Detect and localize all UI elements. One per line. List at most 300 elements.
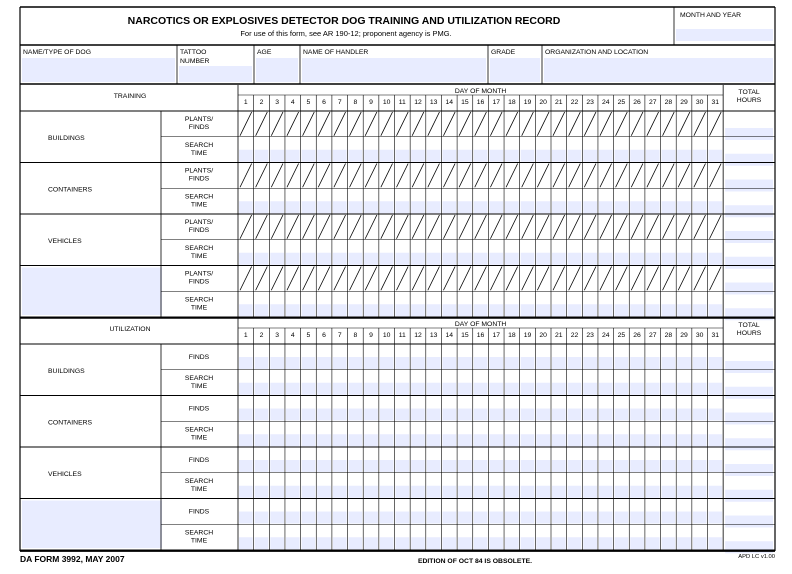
training-day-entry-field[interactable]: [646, 304, 660, 316]
training-day-entry-field[interactable]: [599, 253, 613, 265]
utilization-day-entry-field[interactable]: [662, 434, 676, 446]
utilization-day-entry-field[interactable]: [474, 486, 488, 498]
training-day-entry-field[interactable]: [693, 150, 707, 162]
training-day-entry-field[interactable]: [693, 201, 707, 213]
utilization-day-entry-field[interactable]: [568, 537, 582, 549]
training-day-entry-field[interactable]: [302, 253, 316, 265]
utilization-day-entry-field[interactable]: [489, 357, 503, 369]
utilization-day-entry-field[interactable]: [677, 537, 691, 549]
utilization-day-entry-field[interactable]: [646, 486, 660, 498]
training-day-entry-field[interactable]: [396, 201, 410, 213]
utilization-day-entry-field[interactable]: [536, 434, 550, 446]
utilization-day-entry-field[interactable]: [458, 357, 472, 369]
utilization-day-entry-field[interactable]: [677, 512, 691, 524]
utilization-day-entry-field[interactable]: [662, 409, 676, 421]
training-day-entry-field[interactable]: [630, 201, 644, 213]
utilization-day-entry-field[interactable]: [349, 409, 363, 421]
utilization-day-entry-field[interactable]: [505, 537, 519, 549]
utilization-day-entry-field[interactable]: [615, 409, 629, 421]
training-day-entry-field[interactable]: [709, 253, 723, 265]
utilization-total-hours-field[interactable]: [725, 464, 773, 476]
utilization-day-entry-field[interactable]: [270, 409, 284, 421]
utilization-day-entry-field[interactable]: [286, 512, 300, 524]
training-day-entry-field[interactable]: [442, 304, 456, 316]
utilization-day-entry-field[interactable]: [364, 383, 378, 395]
utilization-day-entry-field[interactable]: [302, 357, 316, 369]
training-total-hours-field[interactable]: [725, 283, 773, 295]
utilization-day-entry-field[interactable]: [286, 537, 300, 549]
utilization-day-entry-field[interactable]: [411, 512, 425, 524]
utilization-day-entry-field[interactable]: [411, 460, 425, 472]
training-day-entry-field[interactable]: [521, 253, 535, 265]
utilization-day-entry-field[interactable]: [270, 537, 284, 549]
training-day-entry-field[interactable]: [489, 304, 503, 316]
utilization-day-entry-field[interactable]: [317, 460, 331, 472]
utilization-day-entry-field[interactable]: [536, 460, 550, 472]
utilization-day-entry-field[interactable]: [709, 357, 723, 369]
utilization-day-entry-field[interactable]: [239, 409, 253, 421]
training-day-entry-field[interactable]: [583, 304, 597, 316]
training-day-entry-field[interactable]: [662, 150, 676, 162]
utilization-day-entry-field[interactable]: [270, 383, 284, 395]
training-day-entry-field[interactable]: [568, 150, 582, 162]
utilization-day-entry-field[interactable]: [599, 409, 613, 421]
utilization-day-entry-field[interactable]: [239, 486, 253, 498]
utilization-day-entry-field[interactable]: [615, 486, 629, 498]
training-day-entry-field[interactable]: [255, 304, 269, 316]
utilization-day-entry-field[interactable]: [349, 357, 363, 369]
training-day-entry-field[interactable]: [630, 150, 644, 162]
training-category-other-field[interactable]: [22, 268, 162, 316]
utilization-day-entry-field[interactable]: [317, 409, 331, 421]
utilization-day-entry-field[interactable]: [474, 434, 488, 446]
utilization-day-entry-field[interactable]: [521, 460, 535, 472]
training-day-entry-field[interactable]: [630, 304, 644, 316]
utilization-day-entry-field[interactable]: [662, 537, 676, 549]
utilization-day-entry-field[interactable]: [396, 383, 410, 395]
utilization-day-entry-field[interactable]: [349, 383, 363, 395]
training-day-entry-field[interactable]: [677, 150, 691, 162]
utilization-day-entry-field[interactable]: [474, 409, 488, 421]
utilization-day-entry-field[interactable]: [349, 486, 363, 498]
utilization-day-entry-field[interactable]: [302, 383, 316, 395]
utilization-day-entry-field[interactable]: [270, 486, 284, 498]
utilization-day-entry-field[interactable]: [693, 357, 707, 369]
training-day-entry-field[interactable]: [521, 201, 535, 213]
utilization-day-entry-field[interactable]: [270, 512, 284, 524]
utilization-day-entry-field[interactable]: [568, 486, 582, 498]
utilization-day-entry-field[interactable]: [583, 383, 597, 395]
utilization-day-entry-field[interactable]: [568, 409, 582, 421]
organization-field[interactable]: [544, 58, 773, 82]
utilization-day-entry-field[interactable]: [521, 409, 535, 421]
utilization-day-entry-field[interactable]: [505, 409, 519, 421]
utilization-day-entry-field[interactable]: [583, 486, 597, 498]
training-day-entry-field[interactable]: [474, 201, 488, 213]
utilization-day-entry-field[interactable]: [302, 434, 316, 446]
training-day-entry-field[interactable]: [427, 201, 441, 213]
utilization-day-entry-field[interactable]: [693, 409, 707, 421]
training-day-entry-field[interactable]: [364, 201, 378, 213]
training-total-hours-field[interactable]: [725, 205, 773, 217]
training-day-entry-field[interactable]: [536, 201, 550, 213]
utilization-day-entry-field[interactable]: [302, 537, 316, 549]
utilization-day-entry-field[interactable]: [442, 357, 456, 369]
utilization-day-entry-field[interactable]: [630, 537, 644, 549]
utilization-day-entry-field[interactable]: [677, 383, 691, 395]
training-day-entry-field[interactable]: [662, 201, 676, 213]
utilization-total-hours-field[interactable]: [725, 387, 773, 399]
utilization-day-entry-field[interactable]: [709, 537, 723, 549]
training-day-entry-field[interactable]: [662, 253, 676, 265]
training-day-entry-field[interactable]: [317, 150, 331, 162]
utilization-day-entry-field[interactable]: [709, 512, 723, 524]
utilization-day-entry-field[interactable]: [302, 486, 316, 498]
utilization-day-entry-field[interactable]: [380, 486, 394, 498]
training-day-entry-field[interactable]: [552, 201, 566, 213]
utilization-day-entry-field[interactable]: [552, 383, 566, 395]
utilization-day-entry-field[interactable]: [411, 537, 425, 549]
training-day-entry-field[interactable]: [521, 150, 535, 162]
training-day-entry-field[interactable]: [615, 150, 629, 162]
utilization-day-entry-field[interactable]: [521, 434, 535, 446]
utilization-day-entry-field[interactable]: [380, 409, 394, 421]
utilization-day-entry-field[interactable]: [474, 460, 488, 472]
utilization-day-entry-field[interactable]: [583, 434, 597, 446]
utilization-day-entry-field[interactable]: [536, 537, 550, 549]
training-day-entry-field[interactable]: [333, 150, 347, 162]
training-day-entry-field[interactable]: [552, 253, 566, 265]
utilization-day-entry-field[interactable]: [552, 486, 566, 498]
training-day-entry-field[interactable]: [489, 253, 503, 265]
utilization-day-entry-field[interactable]: [286, 409, 300, 421]
training-day-entry-field[interactable]: [521, 304, 535, 316]
utilization-day-entry-field[interactable]: [552, 434, 566, 446]
utilization-day-entry-field[interactable]: [505, 434, 519, 446]
training-day-entry-field[interactable]: [380, 304, 394, 316]
utilization-day-entry-field[interactable]: [255, 409, 269, 421]
utilization-day-entry-field[interactable]: [599, 460, 613, 472]
utilization-day-entry-field[interactable]: [427, 460, 441, 472]
utilization-day-entry-field[interactable]: [662, 357, 676, 369]
utilization-day-entry-field[interactable]: [286, 434, 300, 446]
training-day-entry-field[interactable]: [677, 253, 691, 265]
utilization-day-entry-field[interactable]: [693, 486, 707, 498]
utilization-day-entry-field[interactable]: [662, 486, 676, 498]
utilization-day-entry-field[interactable]: [536, 383, 550, 395]
utilization-day-entry-field[interactable]: [364, 537, 378, 549]
utilization-day-entry-field[interactable]: [630, 486, 644, 498]
utilization-total-hours-field[interactable]: [725, 516, 773, 528]
utilization-day-entry-field[interactable]: [583, 409, 597, 421]
utilization-day-entry-field[interactable]: [442, 460, 456, 472]
training-day-entry-field[interactable]: [536, 253, 550, 265]
utilization-day-entry-field[interactable]: [286, 460, 300, 472]
training-day-entry-field[interactable]: [411, 201, 425, 213]
utilization-day-entry-field[interactable]: [396, 434, 410, 446]
training-day-entry-field[interactable]: [239, 201, 253, 213]
utilization-day-entry-field[interactable]: [302, 409, 316, 421]
training-day-entry-field[interactable]: [396, 304, 410, 316]
training-day-entry-field[interactable]: [474, 253, 488, 265]
utilization-day-entry-field[interactable]: [411, 409, 425, 421]
utilization-day-entry-field[interactable]: [380, 460, 394, 472]
utilization-day-entry-field[interactable]: [458, 383, 472, 395]
utilization-day-entry-field[interactable]: [458, 434, 472, 446]
utilization-day-entry-field[interactable]: [630, 357, 644, 369]
utilization-day-entry-field[interactable]: [255, 434, 269, 446]
utilization-day-entry-field[interactable]: [489, 486, 503, 498]
utilization-day-entry-field[interactable]: [270, 434, 284, 446]
utilization-day-entry-field[interactable]: [427, 434, 441, 446]
utilization-day-entry-field[interactable]: [255, 383, 269, 395]
training-day-entry-field[interactable]: [599, 201, 613, 213]
utilization-day-entry-field[interactable]: [630, 383, 644, 395]
training-day-entry-field[interactable]: [364, 304, 378, 316]
utilization-day-entry-field[interactable]: [599, 537, 613, 549]
utilization-day-entry-field[interactable]: [489, 460, 503, 472]
month-year-field[interactable]: [676, 29, 773, 41]
utilization-day-entry-field[interactable]: [505, 357, 519, 369]
utilization-day-entry-field[interactable]: [521, 357, 535, 369]
utilization-day-entry-field[interactable]: [239, 357, 253, 369]
training-total-hours-field[interactable]: [725, 128, 773, 140]
utilization-total-hours-field[interactable]: [725, 438, 773, 450]
utilization-day-entry-field[interactable]: [364, 409, 378, 421]
training-day-entry-field[interactable]: [380, 201, 394, 213]
training-day-entry-field[interactable]: [646, 201, 660, 213]
utilization-day-entry-field[interactable]: [615, 460, 629, 472]
utilization-day-entry-field[interactable]: [396, 409, 410, 421]
utilization-day-entry-field[interactable]: [489, 383, 503, 395]
training-day-entry-field[interactable]: [536, 304, 550, 316]
utilization-day-entry-field[interactable]: [349, 537, 363, 549]
utilization-day-entry-field[interactable]: [380, 512, 394, 524]
grade-field[interactable]: [490, 58, 540, 82]
utilization-day-entry-field[interactable]: [599, 357, 613, 369]
utilization-day-entry-field[interactable]: [630, 409, 644, 421]
tattoo-number-field[interactable]: [179, 66, 252, 82]
utilization-day-entry-field[interactable]: [270, 357, 284, 369]
utilization-day-entry-field[interactable]: [709, 460, 723, 472]
utilization-day-entry-field[interactable]: [615, 537, 629, 549]
utilization-day-entry-field[interactable]: [317, 357, 331, 369]
utilization-day-entry-field[interactable]: [521, 537, 535, 549]
utilization-day-entry-field[interactable]: [442, 537, 456, 549]
utilization-day-entry-field[interactable]: [693, 434, 707, 446]
training-day-entry-field[interactable]: [411, 253, 425, 265]
training-total-hours-field[interactable]: [725, 180, 773, 192]
training-day-entry-field[interactable]: [380, 253, 394, 265]
utilization-day-entry-field[interactable]: [427, 512, 441, 524]
utilization-day-entry-field[interactable]: [270, 460, 284, 472]
training-day-entry-field[interactable]: [349, 304, 363, 316]
utilization-day-entry-field[interactable]: [521, 512, 535, 524]
training-day-entry-field[interactable]: [255, 150, 269, 162]
utilization-day-entry-field[interactable]: [709, 383, 723, 395]
utilization-day-entry-field[interactable]: [505, 383, 519, 395]
utilization-day-entry-field[interactable]: [552, 357, 566, 369]
training-day-entry-field[interactable]: [427, 304, 441, 316]
utilization-day-entry-field[interactable]: [380, 434, 394, 446]
utilization-day-entry-field[interactable]: [458, 486, 472, 498]
training-day-entry-field[interactable]: [333, 201, 347, 213]
utilization-day-entry-field[interactable]: [364, 486, 378, 498]
utilization-day-entry-field[interactable]: [239, 460, 253, 472]
training-day-entry-field[interactable]: [615, 304, 629, 316]
training-day-entry-field[interactable]: [677, 304, 691, 316]
training-day-entry-field[interactable]: [599, 150, 613, 162]
utilization-day-entry-field[interactable]: [646, 409, 660, 421]
utilization-day-entry-field[interactable]: [411, 357, 425, 369]
training-day-entry-field[interactable]: [568, 201, 582, 213]
utilization-day-entry-field[interactable]: [505, 460, 519, 472]
utilization-day-entry-field[interactable]: [552, 460, 566, 472]
training-day-entry-field[interactable]: [270, 201, 284, 213]
utilization-day-entry-field[interactable]: [396, 460, 410, 472]
utilization-day-entry-field[interactable]: [489, 537, 503, 549]
training-day-entry-field[interactable]: [646, 253, 660, 265]
utilization-day-entry-field[interactable]: [442, 434, 456, 446]
utilization-day-entry-field[interactable]: [317, 537, 331, 549]
training-day-entry-field[interactable]: [349, 201, 363, 213]
utilization-day-entry-field[interactable]: [536, 357, 550, 369]
utilization-day-entry-field[interactable]: [709, 486, 723, 498]
utilization-day-entry-field[interactable]: [427, 537, 441, 549]
training-day-entry-field[interactable]: [364, 253, 378, 265]
utilization-day-entry-field[interactable]: [646, 357, 660, 369]
training-day-entry-field[interactable]: [349, 253, 363, 265]
utilization-day-entry-field[interactable]: [662, 383, 676, 395]
utilization-day-entry-field[interactable]: [333, 460, 347, 472]
utilization-day-entry-field[interactable]: [693, 512, 707, 524]
training-day-entry-field[interactable]: [677, 201, 691, 213]
utilization-day-entry-field[interactable]: [442, 486, 456, 498]
training-day-entry-field[interactable]: [286, 304, 300, 316]
training-day-entry-field[interactable]: [709, 201, 723, 213]
training-day-entry-field[interactable]: [239, 304, 253, 316]
training-day-entry-field[interactable]: [536, 150, 550, 162]
training-day-entry-field[interactable]: [396, 150, 410, 162]
training-day-entry-field[interactable]: [239, 253, 253, 265]
training-day-entry-field[interactable]: [427, 150, 441, 162]
training-day-entry-field[interactable]: [583, 150, 597, 162]
utilization-day-entry-field[interactable]: [677, 460, 691, 472]
training-total-hours-field[interactable]: [725, 231, 773, 243]
utilization-day-entry-field[interactable]: [646, 460, 660, 472]
utilization-day-entry-field[interactable]: [505, 512, 519, 524]
training-day-entry-field[interactable]: [646, 150, 660, 162]
utilization-day-entry-field[interactable]: [239, 537, 253, 549]
utilization-day-entry-field[interactable]: [693, 383, 707, 395]
utilization-day-entry-field[interactable]: [583, 357, 597, 369]
training-day-entry-field[interactable]: [615, 201, 629, 213]
training-day-entry-field[interactable]: [489, 201, 503, 213]
training-day-entry-field[interactable]: [474, 304, 488, 316]
utilization-day-entry-field[interactable]: [255, 357, 269, 369]
training-day-entry-field[interactable]: [411, 304, 425, 316]
utilization-day-entry-field[interactable]: [662, 512, 676, 524]
training-day-entry-field[interactable]: [317, 253, 331, 265]
utilization-day-entry-field[interactable]: [709, 409, 723, 421]
utilization-day-entry-field[interactable]: [599, 486, 613, 498]
utilization-day-entry-field[interactable]: [255, 512, 269, 524]
utilization-day-entry-field[interactable]: [536, 512, 550, 524]
utilization-day-entry-field[interactable]: [568, 357, 582, 369]
utilization-day-entry-field[interactable]: [630, 460, 644, 472]
utilization-day-entry-field[interactable]: [646, 512, 660, 524]
utilization-category-other-field[interactable]: [22, 501, 162, 549]
utilization-total-hours-field[interactable]: [725, 490, 773, 502]
utilization-day-entry-field[interactable]: [396, 512, 410, 524]
utilization-day-entry-field[interactable]: [349, 512, 363, 524]
utilization-day-entry-field[interactable]: [396, 537, 410, 549]
training-day-entry-field[interactable]: [255, 253, 269, 265]
utilization-day-entry-field[interactable]: [380, 383, 394, 395]
utilization-day-entry-field[interactable]: [458, 512, 472, 524]
dog-name-field[interactable]: [22, 58, 175, 82]
training-day-entry-field[interactable]: [474, 150, 488, 162]
training-day-entry-field[interactable]: [442, 253, 456, 265]
utilization-day-entry-field[interactable]: [474, 512, 488, 524]
age-field[interactable]: [256, 58, 298, 82]
utilization-day-entry-field[interactable]: [333, 512, 347, 524]
utilization-day-entry-field[interactable]: [396, 486, 410, 498]
utilization-day-entry-field[interactable]: [255, 486, 269, 498]
training-day-entry-field[interactable]: [583, 253, 597, 265]
utilization-day-entry-field[interactable]: [552, 537, 566, 549]
utilization-day-entry-field[interactable]: [583, 537, 597, 549]
utilization-day-entry-field[interactable]: [677, 434, 691, 446]
utilization-day-entry-field[interactable]: [677, 357, 691, 369]
training-day-entry-field[interactable]: [427, 253, 441, 265]
training-day-entry-field[interactable]: [458, 304, 472, 316]
training-day-entry-field[interactable]: [270, 150, 284, 162]
utilization-day-entry-field[interactable]: [458, 409, 472, 421]
utilization-total-hours-field[interactable]: [725, 361, 773, 373]
training-day-entry-field[interactable]: [458, 201, 472, 213]
training-day-entry-field[interactable]: [239, 150, 253, 162]
utilization-day-entry-field[interactable]: [583, 512, 597, 524]
training-total-hours-field[interactable]: [725, 257, 773, 269]
utilization-day-entry-field[interactable]: [380, 357, 394, 369]
utilization-day-entry-field[interactable]: [427, 383, 441, 395]
utilization-day-entry-field[interactable]: [474, 537, 488, 549]
training-day-entry-field[interactable]: [302, 304, 316, 316]
utilization-day-entry-field[interactable]: [317, 434, 331, 446]
training-day-entry-field[interactable]: [317, 201, 331, 213]
utilization-day-entry-field[interactable]: [489, 512, 503, 524]
utilization-day-entry-field[interactable]: [333, 537, 347, 549]
utilization-day-entry-field[interactable]: [521, 486, 535, 498]
utilization-day-entry-field[interactable]: [333, 357, 347, 369]
training-day-entry-field[interactable]: [552, 304, 566, 316]
utilization-day-entry-field[interactable]: [677, 409, 691, 421]
utilization-day-entry-field[interactable]: [677, 486, 691, 498]
utilization-day-entry-field[interactable]: [317, 383, 331, 395]
utilization-day-entry-field[interactable]: [599, 434, 613, 446]
utilization-day-entry-field[interactable]: [568, 460, 582, 472]
training-day-entry-field[interactable]: [458, 150, 472, 162]
training-day-entry-field[interactable]: [333, 253, 347, 265]
training-day-entry-field[interactable]: [709, 304, 723, 316]
utilization-day-entry-field[interactable]: [489, 409, 503, 421]
training-day-entry-field[interactable]: [505, 253, 519, 265]
utilization-day-entry-field[interactable]: [427, 409, 441, 421]
utilization-day-entry-field[interactable]: [333, 434, 347, 446]
training-day-entry-field[interactable]: [505, 201, 519, 213]
utilization-day-entry-field[interactable]: [239, 512, 253, 524]
